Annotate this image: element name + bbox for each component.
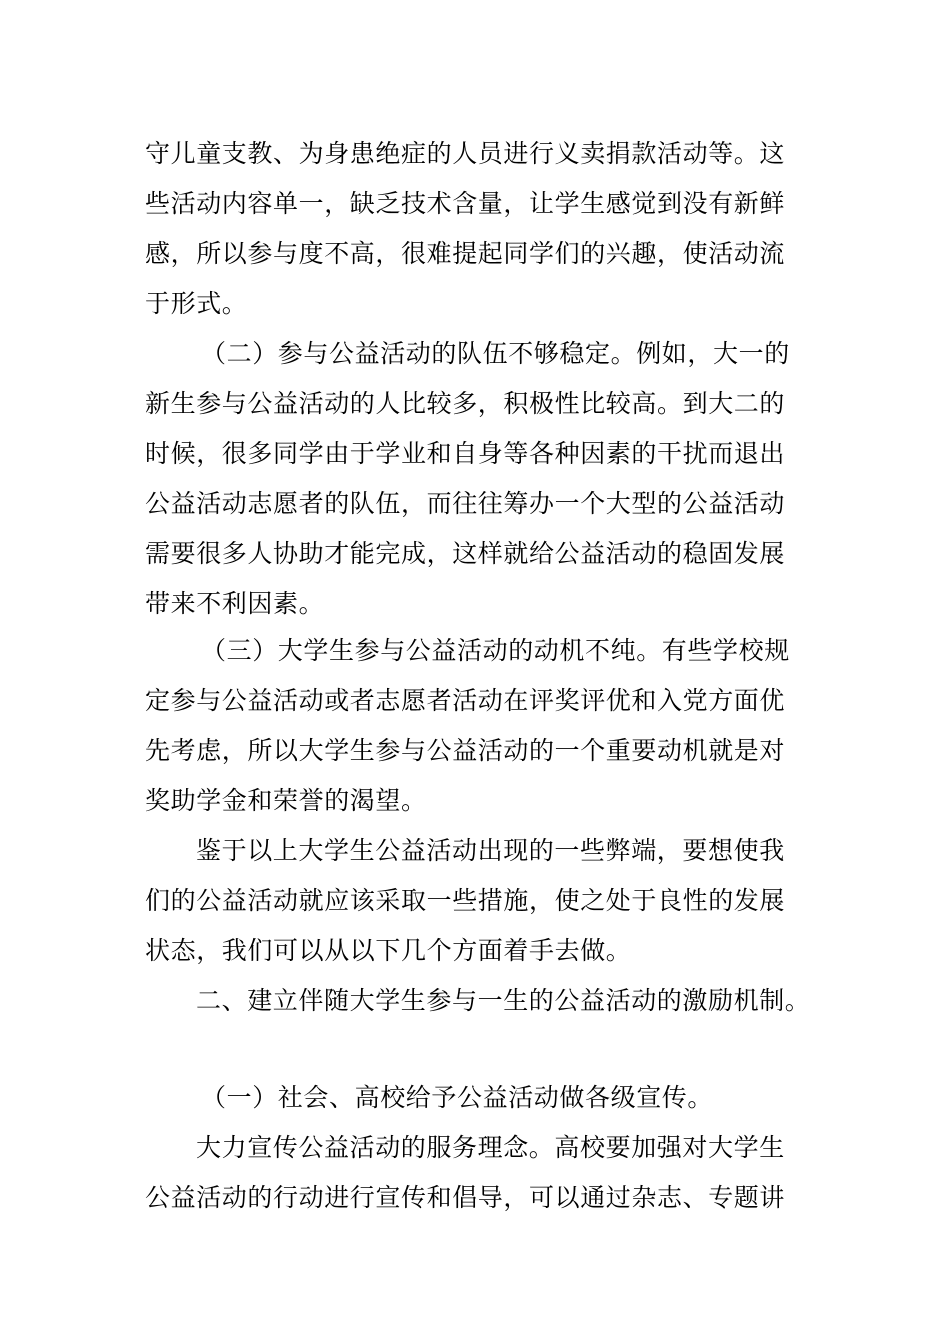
text-line: 带来不利因素。 bbox=[145, 589, 325, 618]
text-line: 状态，我们可以从以下几个方面着手去做。 bbox=[145, 936, 632, 965]
text-line: 大力宣传公益活动的服务理念。高校要加强对大学生 bbox=[196, 1133, 785, 1162]
section-heading: 二、建立伴随大学生参与一生的公益活动的激励机制。 bbox=[196, 986, 811, 1015]
text-line: 们的公益活动就应该采取一些措施，使之处于良性的发展 bbox=[145, 886, 786, 915]
text-line: 感，所以参与度不高，很难提起同学们的兴趣，使活动流 bbox=[145, 239, 786, 268]
text-line: 守儿童支教、为身患绝症的人员进行义卖捐款活动等。这 bbox=[145, 139, 786, 168]
text-line: 先考虑，所以大学生参与公益活动的一个重要动机就是对 bbox=[145, 736, 786, 765]
text-line: 公益活动志愿者的队伍，而往往筹办一个大型的公益活动 bbox=[145, 489, 786, 518]
text-line: 定参与公益活动或者志愿者活动在评奖评优和入党方面优 bbox=[145, 686, 786, 715]
text-line: 些活动内容单一，缺乏技术含量，让学生感觉到没有新鲜 bbox=[145, 189, 786, 218]
text-line: 时候，很多同学由于学业和自身等各种因素的干扰而退出 bbox=[145, 439, 786, 468]
text-line: 公益活动的行动进行宣传和倡导，可以通过杂志、专题讲 bbox=[145, 1183, 786, 1212]
subsection-heading: （一）社会、高校给予公益活动做各级宣传。 bbox=[201, 1083, 714, 1112]
text-line: （二）参与公益活动的队伍不够稳定。例如，大一的 bbox=[201, 339, 790, 368]
text-line: （三）大学生参与公益活动的动机不纯。有些学校规 bbox=[201, 636, 790, 665]
text-line: 新生参与公益活动的人比较多，积极性比较高。到大二的 bbox=[145, 389, 786, 418]
text-line: 需要很多人协助才能完成，这样就给公益活动的稳固发展 bbox=[145, 539, 786, 568]
text-line: 鉴于以上大学生公益活动出现的一些弊端，要想使我 bbox=[196, 836, 785, 865]
text-line: 于形式。 bbox=[145, 289, 248, 318]
text-line: 奖助学金和荣誉的渴望。 bbox=[145, 786, 427, 815]
